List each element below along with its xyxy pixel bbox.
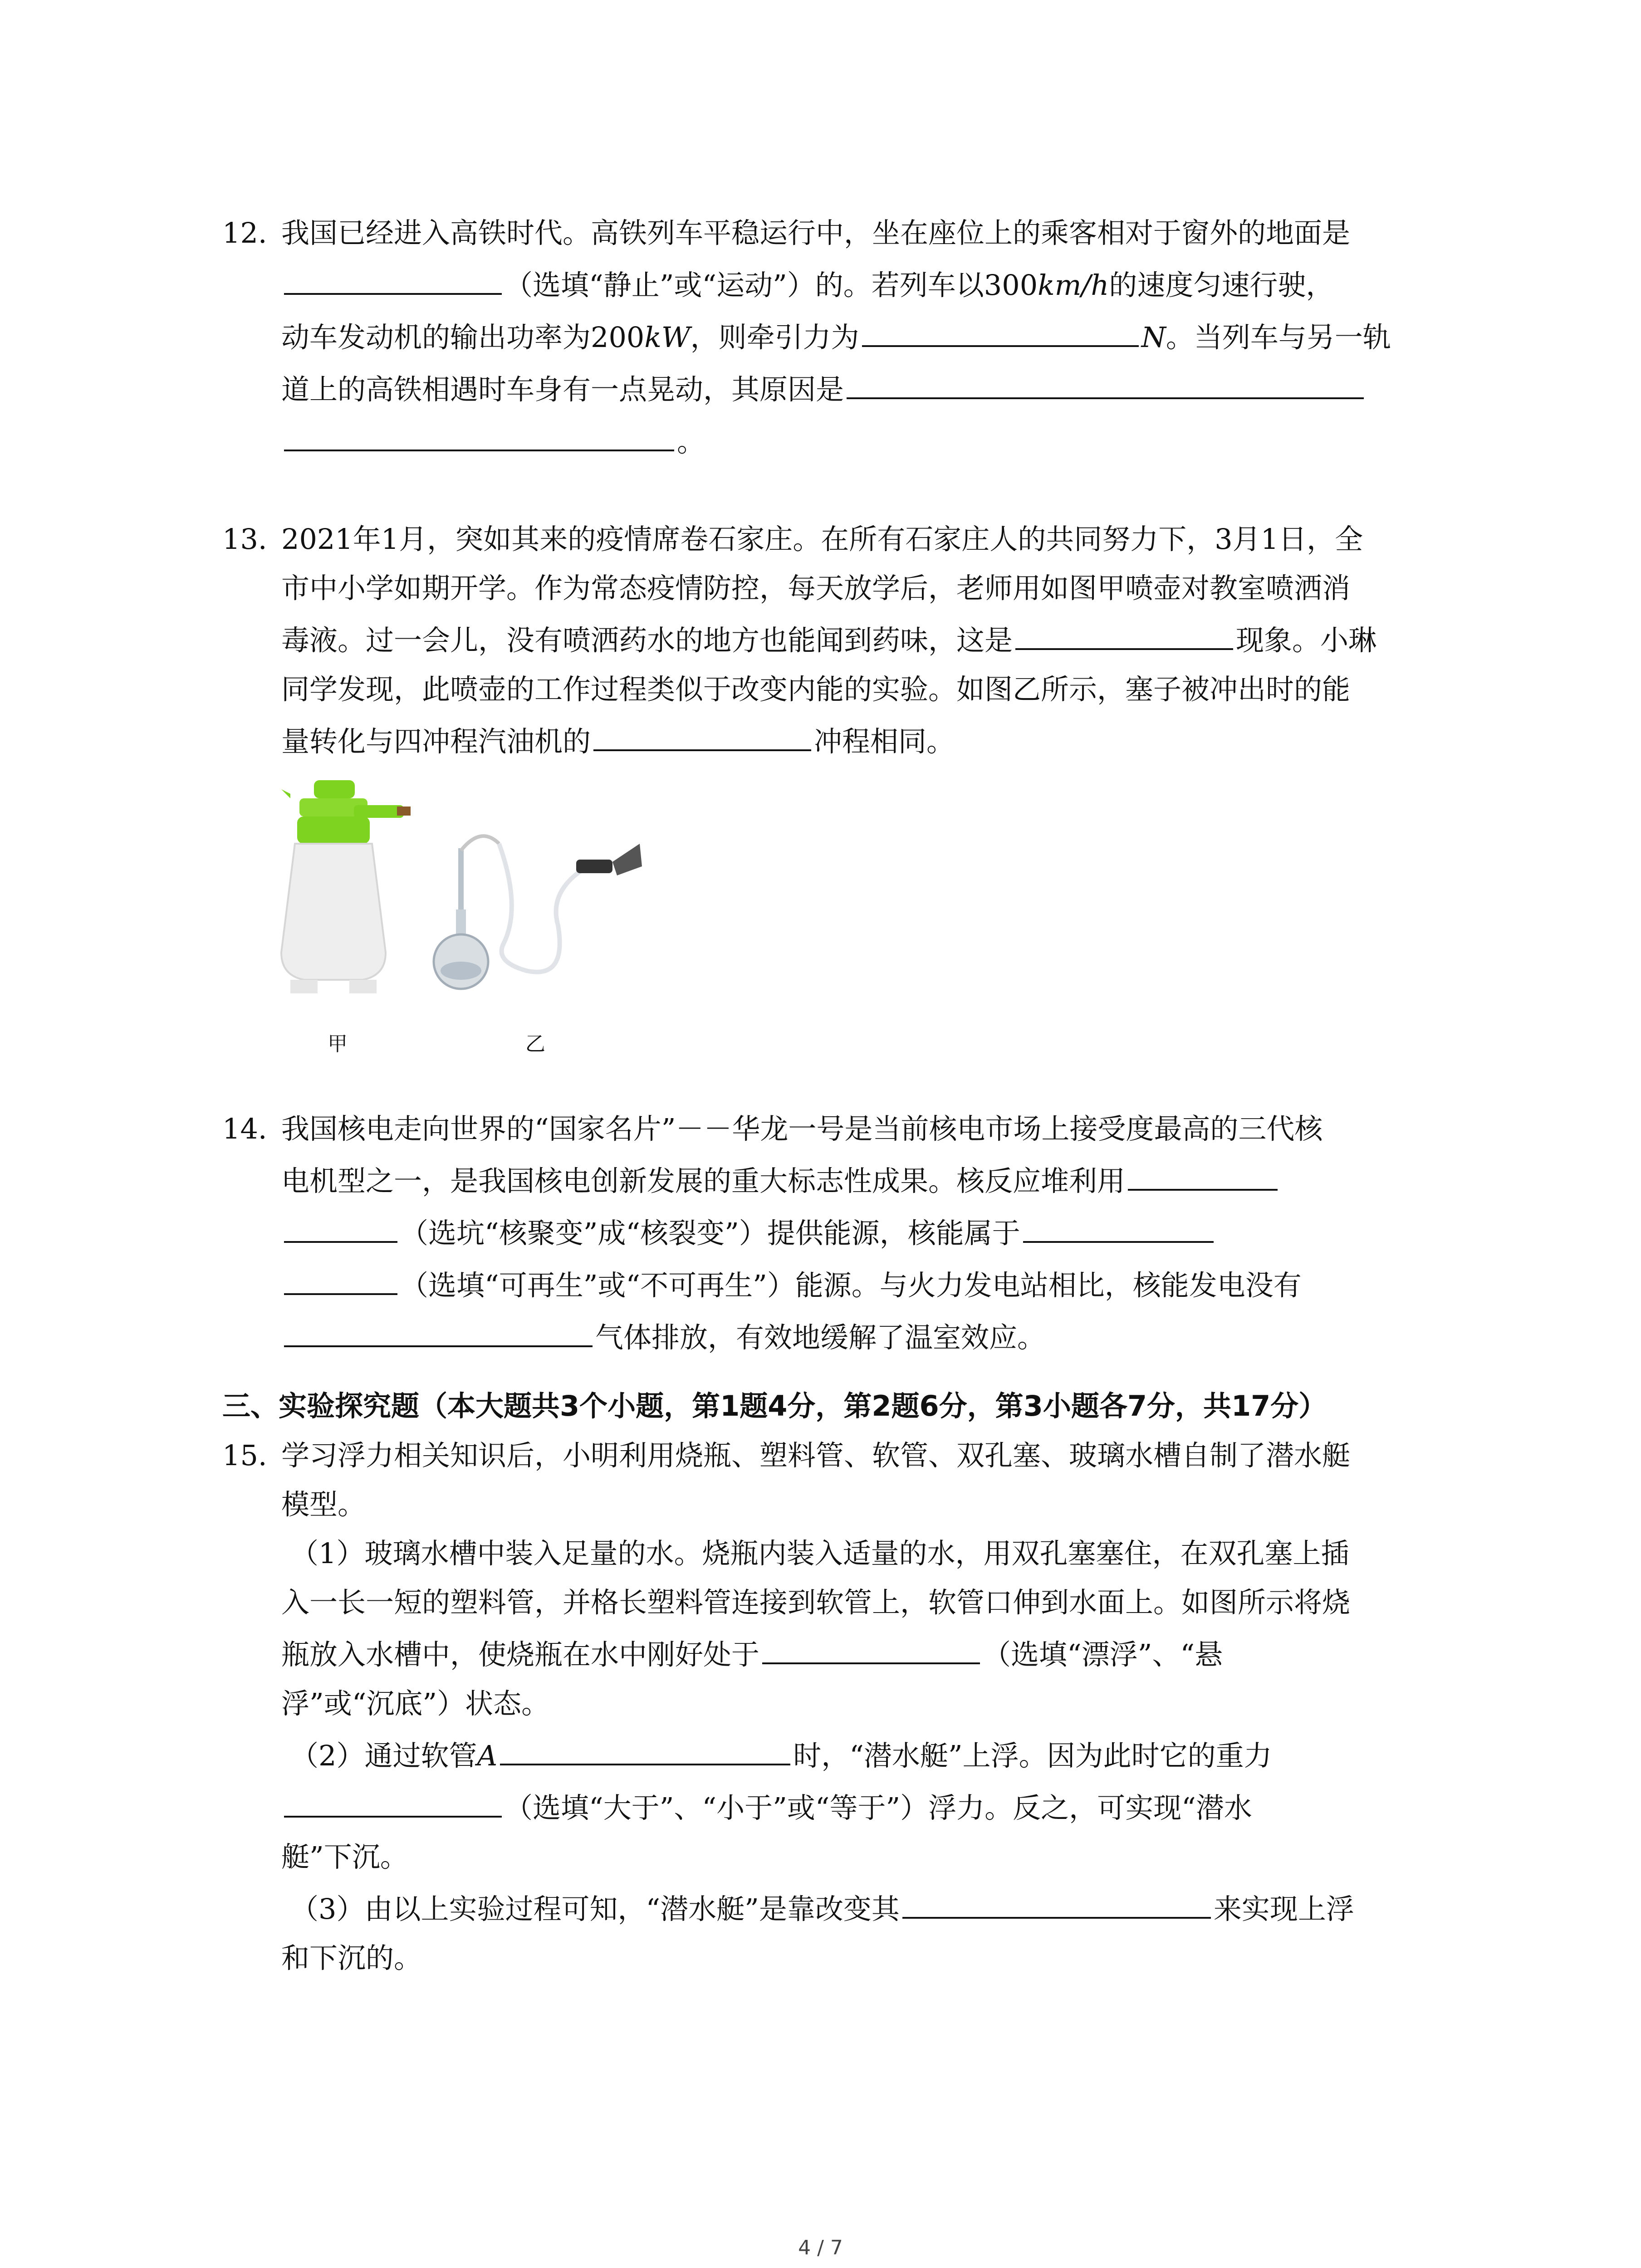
question-12 xyxy=(222,209,1447,466)
question-line: 动车发动机的输出功率为200kW，则牵引力为 N。当列车与另一轨 xyxy=(222,310,1447,362)
question-line: 电机型之一，是我国核电创新发展的重大标志性成果。核反应堆利用 xyxy=(222,1154,1447,1206)
answer-blank[interactable] xyxy=(847,362,1364,399)
question-number: 14. xyxy=(222,1112,267,1145)
question-line: 。 xyxy=(222,414,1447,466)
answer-blank[interactable] xyxy=(1015,613,1233,650)
answer-blank[interactable] xyxy=(284,1206,397,1243)
question-line: 我国核电走向世界的“国家名片”－－华龙一号是当前核电市场上接受度最高的三代核 xyxy=(281,1112,1323,1145)
answer-blank[interactable] xyxy=(862,310,1139,347)
page-number: 4 / 7 xyxy=(798,2236,843,2259)
question-line: 浮”或“沉底”）状态。 xyxy=(281,1687,550,1720)
question-number: 15. xyxy=(222,1439,267,1472)
answer-blank[interactable] xyxy=(284,258,502,295)
flask-apparatus-image xyxy=(431,826,644,998)
question-line: 我国已经进入高铁时代。高铁列车平稳运行中，坐在座位上的乘客相对于窗外的地面是 xyxy=(281,216,1351,249)
question-line: 同学发现，此喷壶的工作过程类似于改变内能的实验。如图乙所示，塞子被冲出时的能 xyxy=(281,673,1351,706)
question-line: 市中小学如期开学。作为常态疫情防控，每天放学后，老师用如图甲喷壶对教室喷洒消 xyxy=(281,572,1351,605)
question-line: 气体排放，有效地缓解了温室效应。 xyxy=(222,1310,1447,1362)
answer-blank[interactable] xyxy=(1128,1154,1278,1191)
question-line: （1）玻璃水槽中装入足量的水。烧瓶内装入适量的水，用双孔塞塞住，在双孔塞上插 xyxy=(290,1537,1349,1570)
answer-blank[interactable] xyxy=(284,1258,397,1295)
spray-bottle-image xyxy=(272,780,413,998)
answer-blank[interactable] xyxy=(500,1728,790,1765)
question-line: 艇”下沉。 xyxy=(281,1840,408,1873)
question-line: 入一长一短的塑料管，并格长塑料管连接到软管上，软管口伸到水面上。如图所示将烧 xyxy=(281,1586,1351,1619)
answer-blank[interactable] xyxy=(1023,1206,1214,1243)
answer-blank[interactable] xyxy=(762,1627,980,1664)
question-line: （选填“静止”或“运动”）的。若列车以300km/h的速度匀速行驶， xyxy=(222,258,1447,310)
question-line: 2021年1月，突如其来的疫情席卷石家庄。在所有石家庄人的共同努力下，3月1日，全 xyxy=(281,523,1363,556)
question-line: （选填“可再生”或“不可再生”）能源。与火力发电站相比，核能发电没有 xyxy=(222,1258,1447,1310)
answer-blank[interactable] xyxy=(284,1780,502,1818)
spray-bottle-figure xyxy=(272,780,413,1000)
question-line: 和下沉的。 xyxy=(281,1941,422,1975)
question-line: （选坑“核聚变”成“核裂变”）提供能源，核能属于 xyxy=(222,1206,1447,1258)
question-13 xyxy=(222,515,1447,766)
question-line: 道上的高铁相遇时车身有一点晃动，其原因是 xyxy=(222,362,1447,414)
question-number: 12. xyxy=(222,216,267,249)
question-line: （2）通过软管A 时，“潜水艇”上浮。因为此时它的重力 xyxy=(222,1728,1447,1780)
answer-blank[interactable] xyxy=(284,414,674,451)
answer-blank[interactable] xyxy=(284,1310,593,1347)
figure-caption-a: 甲 xyxy=(328,1032,348,1056)
question-15 xyxy=(222,1431,1447,1983)
question-line: 学习浮力相关知识后，小明利用烧瓶、塑料管、软管、双孔塞、玻璃水槽自制了潜水艇 xyxy=(281,1439,1351,1472)
question-line: （选填“大于”、“小于”或“等于”）浮力。反之，可实现“潜水 xyxy=(222,1780,1447,1833)
answer-blank[interactable] xyxy=(593,714,811,751)
figure-caption-b: 乙 xyxy=(525,1032,545,1056)
question-14 xyxy=(222,1105,1447,1362)
answer-blank[interactable] xyxy=(902,1882,1211,1919)
question-number: 13. xyxy=(222,523,267,556)
question-line: （3）由以上实验过程可知，“潜水艇”是靠改变其 来实现上浮 xyxy=(222,1882,1447,1934)
flask-figure xyxy=(431,826,644,1000)
question-line: 量转化与四冲程汽油机的 冲程相同。 xyxy=(222,714,1447,766)
section-heading: 三、实验探究题（本大题共3个小题，第1题4分，第2题6分，第3小题各7分，共17分） xyxy=(222,1389,1327,1422)
question-line: 模型。 xyxy=(281,1488,366,1521)
question-line: 毒液。过一会儿，没有喷洒药水的地方也能闻到药味，这是 现象。小琳 xyxy=(222,613,1447,665)
question-line: 瓶放入水槽中，使烧瓶在水中刚好处于 （选填“漂浮”、“悬 xyxy=(222,1627,1447,1679)
